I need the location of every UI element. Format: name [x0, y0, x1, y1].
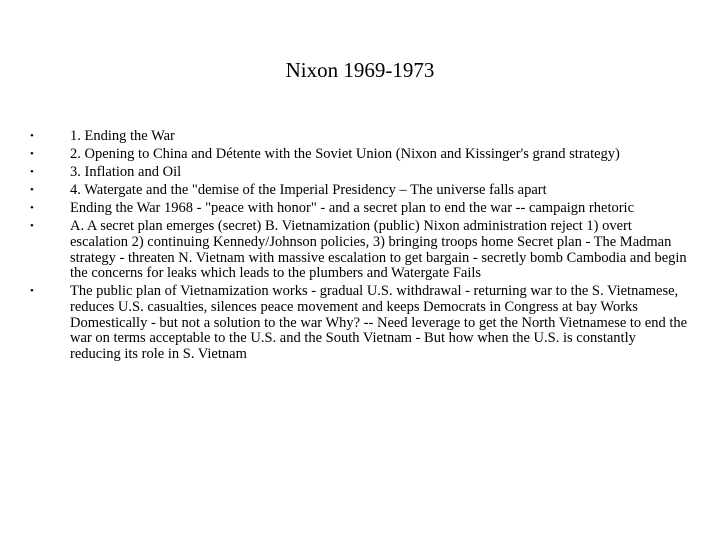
bullet-item: [30, 219, 690, 281]
bullet-icon: •: [30, 165, 34, 178]
bullet-text: 1. Ending the War: [70, 128, 175, 144]
bullet-item: [30, 147, 690, 163]
bullet-item: [30, 201, 690, 217]
bullet-item: [30, 183, 690, 199]
bullet-icon: •: [30, 130, 34, 142]
bullet-icon: •: [30, 220, 34, 233]
bullet-text: 2. Opening to China and Détente with the Soviet Union (Nixon and Kissinger's grand strategy): [70, 145, 620, 162]
bullet-text: Ending the War 1968 - "peace with honor" - and a secret plan to end the war -- campaign rhetoric: [70, 200, 635, 217]
bullet-icon: •: [30, 183, 34, 196]
bullet-icon: •: [30, 147, 34, 160]
bullet-text: The public plan of Vietnamization works - gradual U.S. withdrawal - returning war to the S. Vietnamese, reduces U.S. casualties, silences peace movement and keeps Democrats in Congress at bay Works Domestically - but not a solution to the war Why? -- Need leverage to get the North Vietnamese to end the war on terms acceptable to the U.S. and the South Vietnam - But how when the U.S. is constantly reducing its role in S. Vietnam: [70, 283, 688, 362]
bullet-text: 4. Watergate and the "demise of the Imperial Presidency – The universe falls apart: [70, 181, 547, 198]
bullet-icon: •: [30, 285, 34, 298]
bullet-icon: •: [30, 202, 34, 215]
bullet-item: [30, 284, 690, 362]
bullet-text: 3. Inflation and Oil: [70, 163, 182, 180]
bullet-item: [30, 129, 690, 145]
slide-title: Nixon 1969-1973: [285, 58, 435, 82]
bullet-item: [30, 165, 690, 181]
bullet-list: [30, 129, 690, 365]
bullet-text: A. A secret plan emerges (secret) B. Vietnamization (public) Nixon administration reject 1) overt escalation 2) continuing Kennedy/Johnson policies, 3) bringing troops home Secret plan - The Madman strategy - threaten N. Vietnam with massive escalation to get bargain - secretly bomb Cambodia and begin the concerns for leaks which leads to the plumbers and Watergate Fails: [70, 218, 687, 282]
